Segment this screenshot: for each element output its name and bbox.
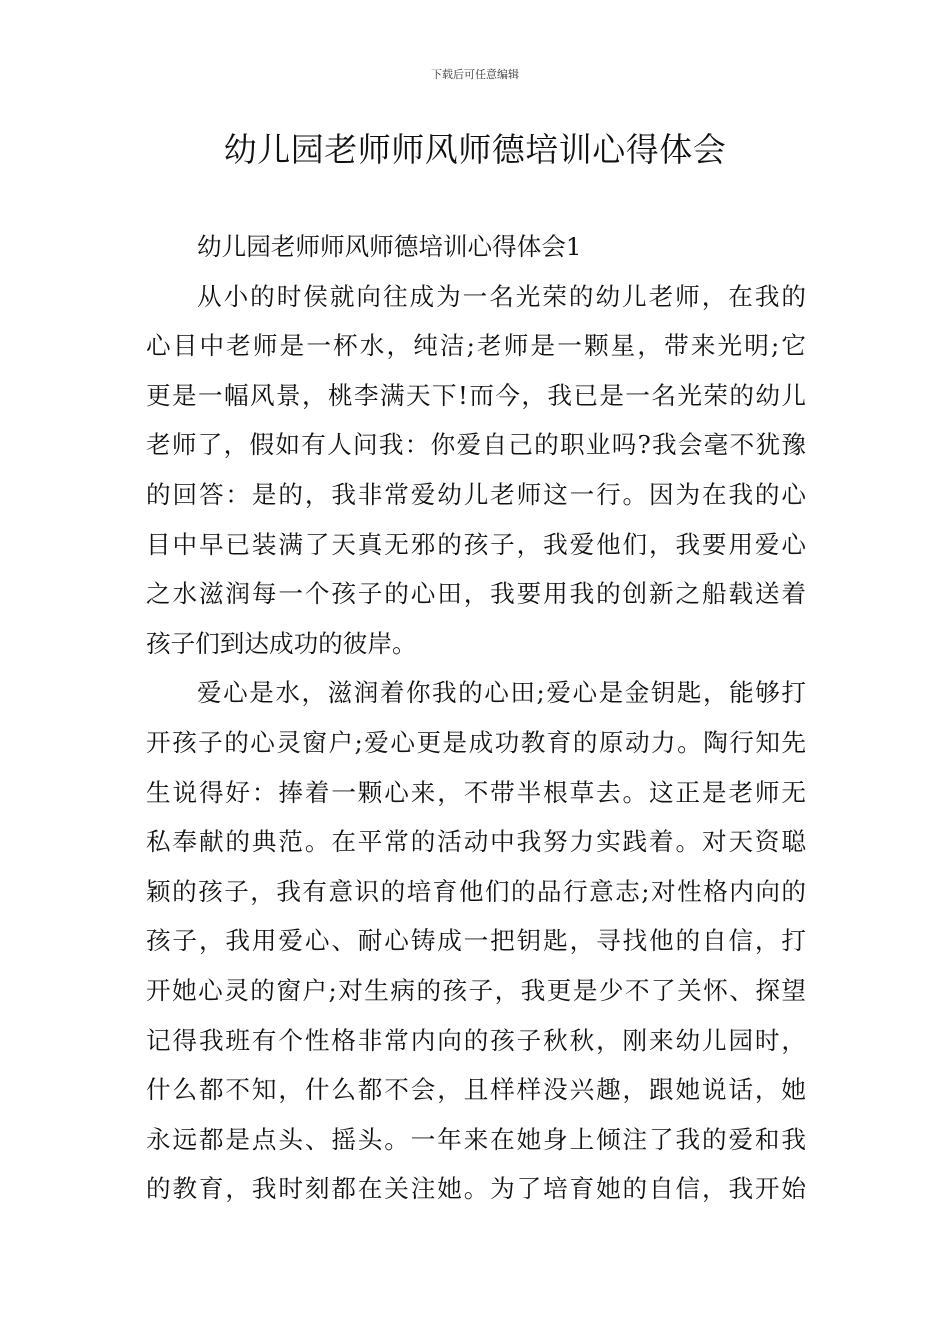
text-line: 颖的孩子，我有意识的培育他们的品行意志;对性格内向的 bbox=[146, 876, 806, 906]
text-line: 开她心灵的窗户;对生病的孩子，我更是少不了关怀、探望 bbox=[146, 975, 806, 1005]
text-line: 的教育，我时刻都在关注她。为了培育她的自信，我开始 bbox=[146, 1174, 806, 1204]
text-line: 之水滋润每一个孩子的心田，我要用我的创新之船载送着 bbox=[146, 579, 806, 609]
text-line: 永远都是点头、摇头。一年来在她身上倾注了我的爱和我 bbox=[146, 1124, 806, 1154]
text-line: 的回答：是的，我非常爱幼儿老师这一行。因为在我的心 bbox=[146, 479, 806, 509]
text-line: 心目中老师是一杯水，纯洁;老师是一颗星，带来光明;它 bbox=[146, 331, 806, 361]
text-line: 什么都不知，什么都不会，且样样没兴趣，跟她说话，她 bbox=[146, 1075, 806, 1105]
text-line: 爱心是水，滋润着你我的心田;爱心是金钥匙，能够打 bbox=[197, 678, 806, 708]
document-title: 幼儿园老师师风师德培训心得体会 bbox=[223, 130, 727, 169]
section-heading: 幼儿园老师师风师德培训心得体会1 bbox=[197, 232, 582, 261]
text-line: 记得我班有个性格非常内向的孩子秋秋，刚来幼儿园时， bbox=[146, 1025, 806, 1055]
text-line: 老师了，假如有人问我：你爱自己的职业吗?我会毫不犹豫 bbox=[146, 430, 806, 460]
document-body bbox=[146, 222, 806, 1214]
text-line: 生说得好：捧着一颗心来，不带半根草去。这正是老师无 bbox=[146, 777, 806, 807]
text-line: 目中早已装满了天真无邪的孩子，我爱他们，我要用爱心 bbox=[146, 529, 806, 559]
text-line: 孩子们到达成功的彼岸。 bbox=[146, 628, 417, 658]
text-line: 从小的时侯就向往成为一名光荣的幼儿老师，在我的 bbox=[197, 281, 806, 311]
text-line: 私奉献的典范。在平常的活动中我努力实践着。对天资聪 bbox=[146, 827, 806, 857]
text-line: 孩子，我用爱心、耐心铸成一把钥匙，寻找他的自信，打 bbox=[146, 926, 806, 956]
header-note: 下载后可任意编辑 bbox=[431, 68, 519, 81]
text-line: 开孩子的心灵窗户;爱心更是成功教育的原动力。陶行知先 bbox=[146, 727, 806, 757]
text-line: 更是一幅风景，桃李满天下!而今，我已是一名光荣的幼儿 bbox=[146, 380, 806, 410]
